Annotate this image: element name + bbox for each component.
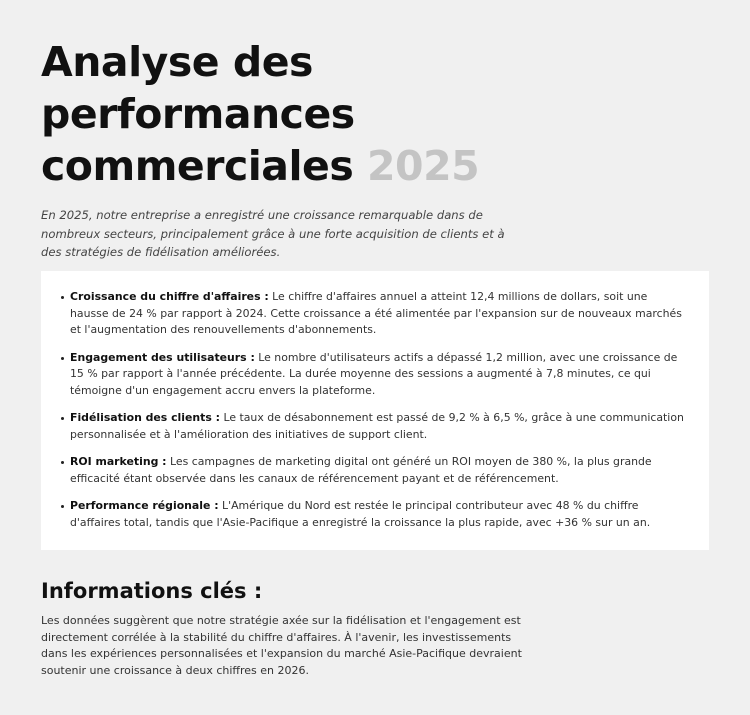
highlight-text: Les campagnes de marketing digital ont généré un ROI moyen de 380 %, la plus grande efficacité étant observée dans les canaux de référencement payant et de référencement. bbox=[70, 455, 652, 485]
highlight-text: L'Amérique du Nord est restée le principal contributeur avec 48 % du chiffre d'affaires total, tandis que l'Asie-Pacifique a enregistré la croissance la plus rapide, avec +36 % sur un an. bbox=[70, 499, 651, 529]
highlight-customer-retention bbox=[70, 410, 689, 443]
highlight-label: Performance régionale : bbox=[70, 499, 219, 512]
title-year: 2025 bbox=[367, 142, 480, 190]
highlights-list bbox=[70, 289, 689, 531]
highlight-label: Fidélisation des clients : bbox=[70, 411, 220, 424]
highlight-regional-performance bbox=[70, 498, 689, 531]
highlight-label: Croissance du chiffre d'affaires : bbox=[70, 290, 269, 303]
highlight-label: Engagement des utilisateurs : bbox=[70, 350, 255, 364]
highlight-text: Le nombre d'utilisateurs actifs a dépassé 1,2 million, avec une croissance de 15 % par rapport à l'année précédente. La durée moyenne des sessions a augmenté à 7,8 minutes, ce qui témoigne d'un engagement accru envers la plateforme. bbox=[70, 350, 678, 397]
report-page bbox=[41, 36, 709, 678]
highlight-revenue-growth bbox=[70, 289, 689, 339]
intro-paragraph: En 2025, notre entreprise a enregistré une croissance remarquable dans de nombreux secteurs, principalement grâce à une forte acquisition de clients et à des stratégies de fidélisation améliorées. bbox=[41, 208, 505, 259]
highlight-marketing-roi bbox=[70, 454, 689, 487]
page-title bbox=[41, 36, 511, 192]
title-main: Analyse des performances commerciales bbox=[41, 38, 355, 190]
highlight-label: ROI marketing : bbox=[70, 455, 167, 468]
insights-title: Informations clés : bbox=[41, 579, 263, 603]
highlight-text: Le chiffre d'affaires annuel a atteint 12,4 millions de dollars, soit une hausse de 24 % par rapport à 2024. Cette croissance a été alimentée par l'expansion sur de nouveaux marchés et l'augmentation des renouvellements d'abonnements. bbox=[70, 290, 682, 336]
highlight-user-engagement bbox=[70, 350, 689, 400]
highlights-card bbox=[41, 271, 709, 550]
highlight-text: Le taux de désabonnement est passé de 9,2 % à 6,5 %, grâce à une communication personnalisée et à l'amélioration des initiatives de support client. bbox=[70, 411, 684, 441]
insights-paragraph: Les données suggèrent que notre stratégie axée sur la fidélisation et l'engagement est directement corrélée à la stabilité du chiffre d'affaires. À l'avenir, les investissements dans les expériences personnalisées et l'expansion du marché Asie-Pacifique devraient soutenir une croissance à deux chiffres en 2026. bbox=[41, 614, 522, 678]
